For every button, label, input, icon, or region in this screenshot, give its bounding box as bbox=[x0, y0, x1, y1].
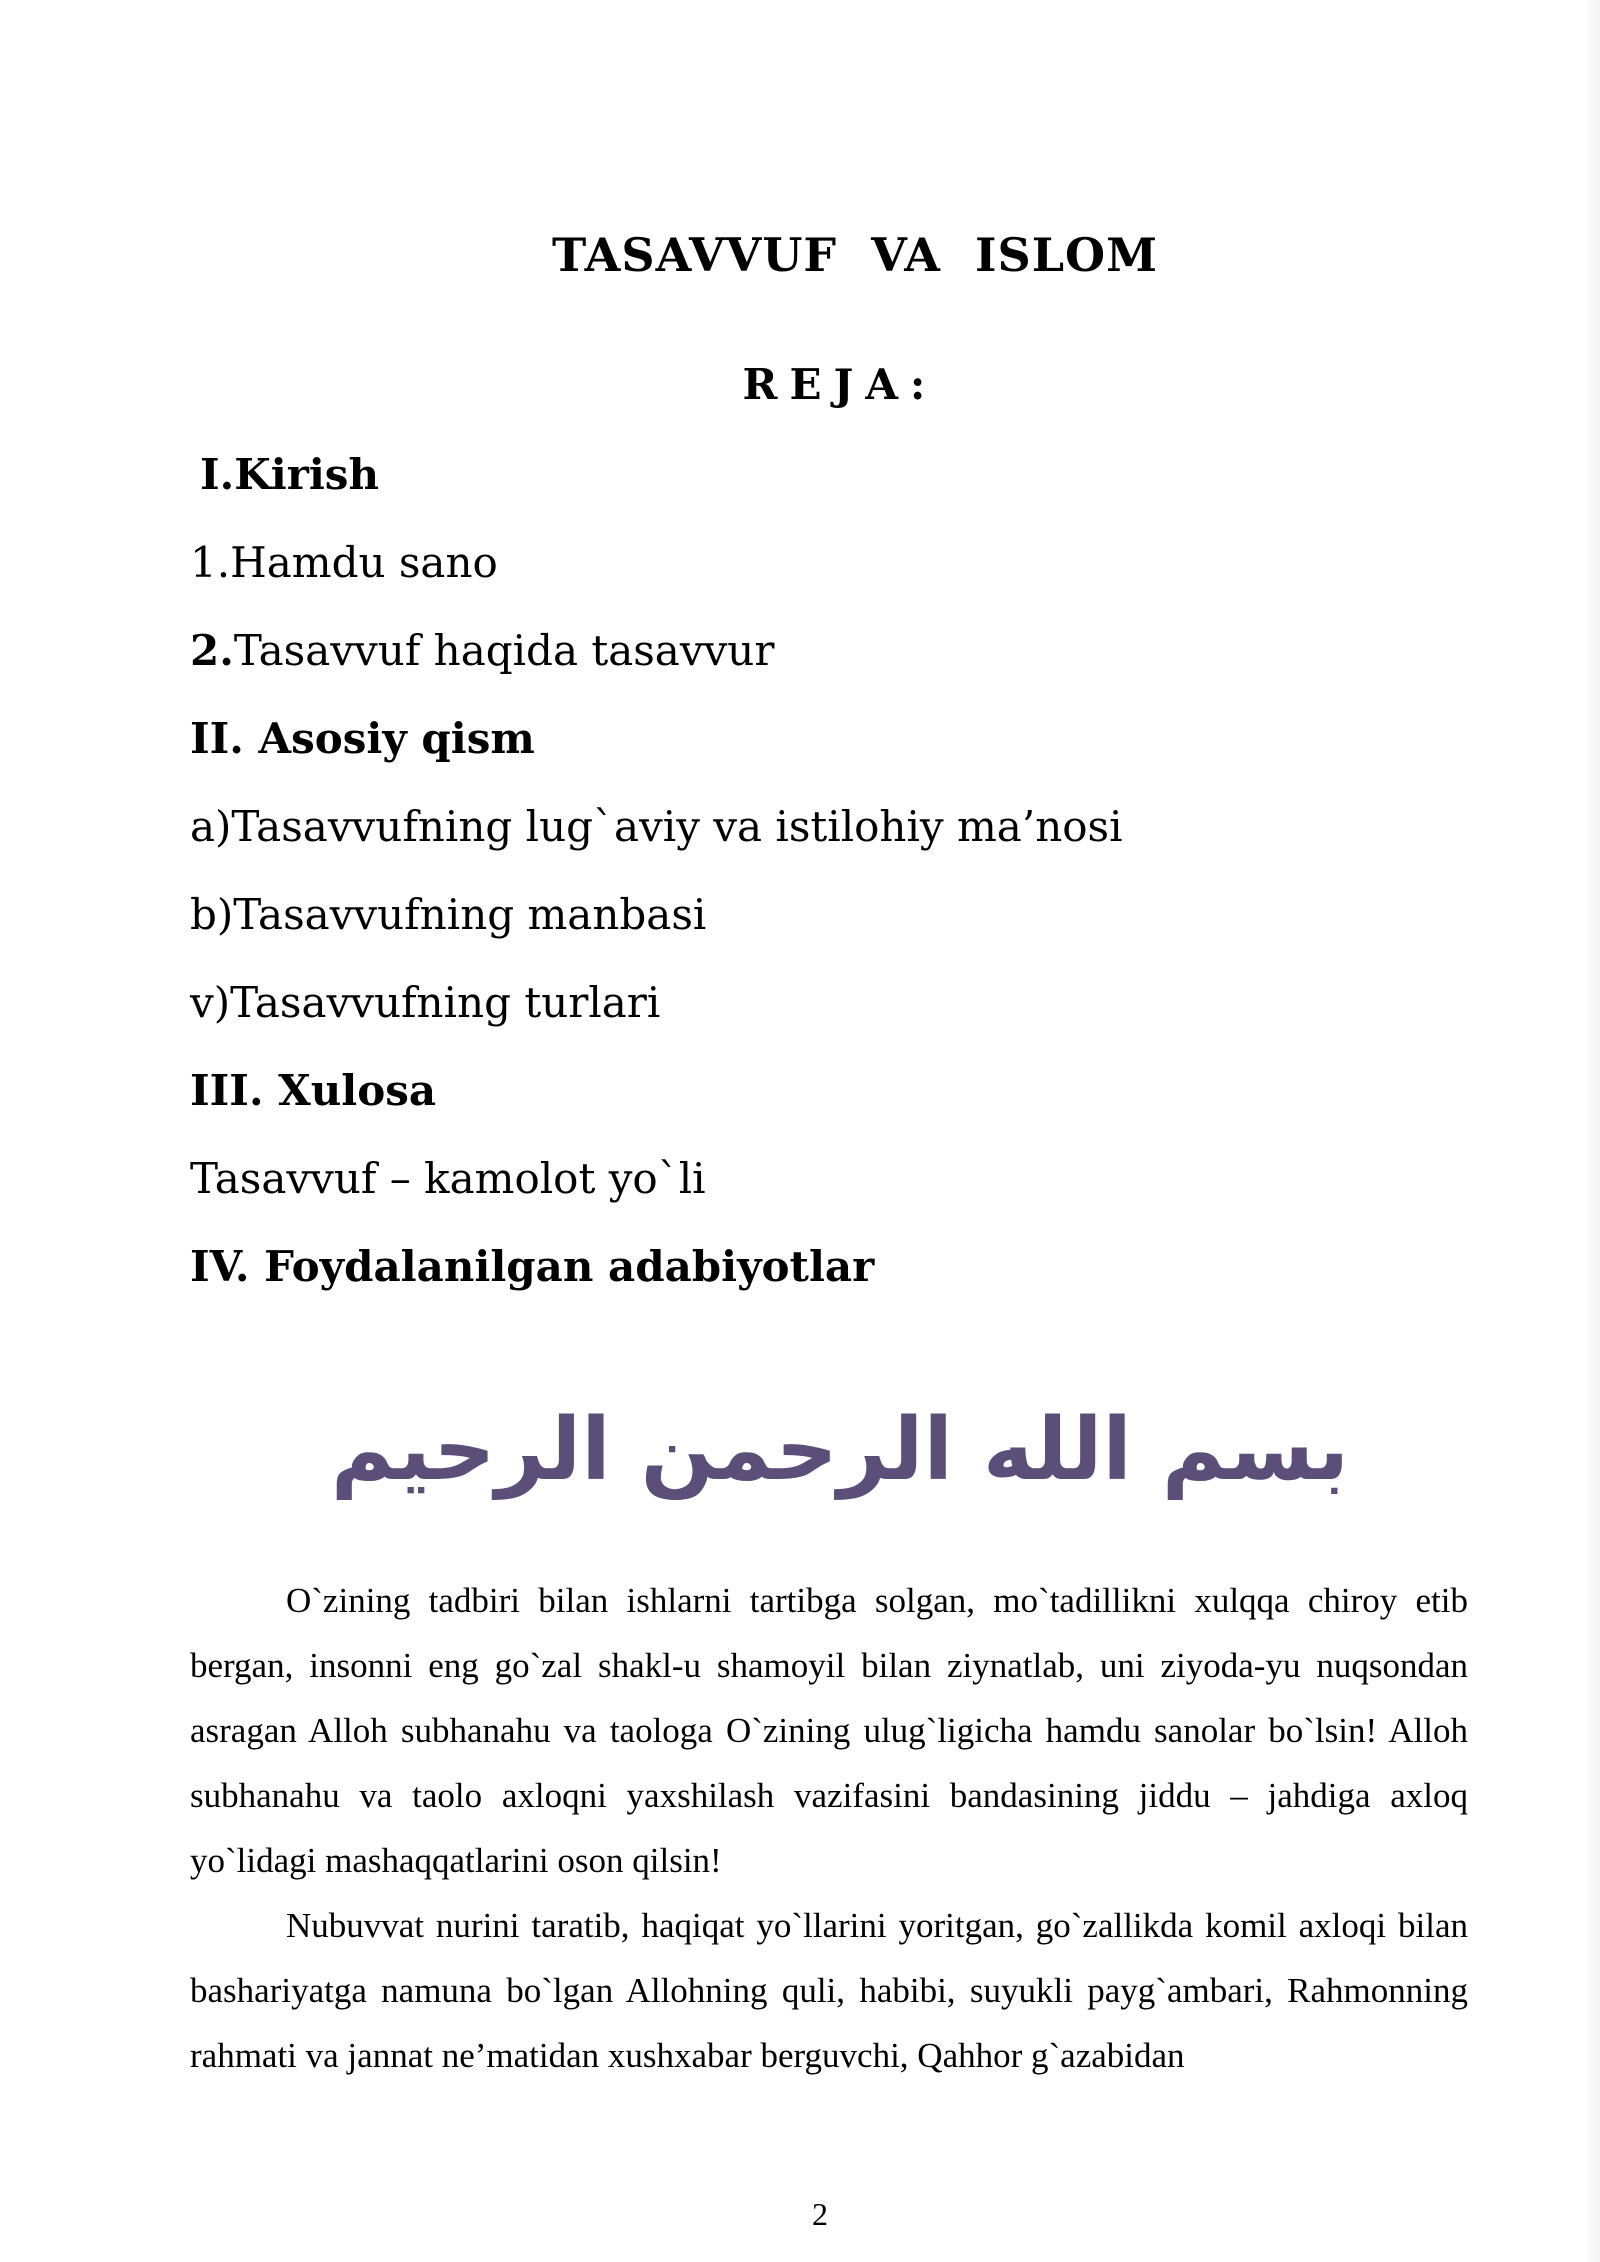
outline-item-label: IV. Foydalanilgan adabiyotlar bbox=[190, 1242, 875, 1291]
outline-item-source bbox=[190, 885, 1490, 973]
outline-item-label: a)Tasavvufning lug`aviy va istilohiy ma’nosi bbox=[190, 802, 1123, 851]
plan-heading: REJA: bbox=[742, 360, 938, 409]
outline-item-label: III. Xulosa bbox=[190, 1066, 437, 1115]
outline-item-label: b)Tasavvufning manbasi bbox=[190, 890, 707, 939]
outline-item-main-part bbox=[190, 709, 1490, 797]
outline-item-praise bbox=[190, 533, 1490, 621]
outline-item-references bbox=[190, 1237, 1490, 1325]
outline-item-label: v)Tasavvufning turlari bbox=[190, 978, 661, 1027]
paragraph: O`zining tadbiri bilan ishlarni tartibga solgan, mo`tadillikni xulqqa chiroy etib bergan, insonni eng go`zal shakl-u shamoyil bilan ziynatlab, uni ziyoda-yu nuqsondan asragan Alloh subhanahu va taologa O`zining ulug`ligicha hamdu sanolar bo`lsin! Alloh subhanahu va taolo axloqni yaxshilash vazifasini bandasining jiddu – jahdiga axloq yo`lidagi mashaqqatlarini oson qilsin! bbox=[190, 1581, 1468, 1880]
body-text bbox=[190, 1568, 1468, 2088]
page-edge bbox=[1582, 0, 1600, 2262]
paragraph: Nubuvvat nurini taratib, haqiqat yo`llarini yoritgan, go`zallikda komil axloqi bilan bashariyatga namuna bo`lgan Allohning quli, habibi, suyukli payg`ambari, Rahmonning rahmati va jannat ne’matidan xushxabar berguvchi, Qahhor g`azabidan bbox=[190, 1906, 1468, 2075]
outline-item-meaning bbox=[190, 797, 1490, 885]
outline-item-label: Tasavvuf – kamolot yo`li bbox=[190, 1154, 706, 1203]
outline-item-intro bbox=[190, 445, 1490, 533]
page-number: 2 bbox=[812, 2196, 828, 2232]
outline-item-label: I.Kirish bbox=[200, 450, 379, 499]
outline-list bbox=[190, 445, 1490, 1325]
outline-item-conclusion bbox=[190, 1061, 1490, 1149]
outline-item-label: II. Asosiy qism bbox=[190, 714, 535, 763]
outline-item-label: Tasavvuf haqida tasavvur bbox=[233, 626, 775, 675]
document-title: TASAVVUF VA ISLOM bbox=[551, 228, 1159, 282]
outline-item-number: 2. bbox=[190, 626, 234, 675]
outline-item-label: 1.Hamdu sano bbox=[190, 538, 498, 587]
outline-item-perfection-path bbox=[190, 1149, 1490, 1237]
outline-item-types bbox=[190, 973, 1490, 1061]
outline-item-concept bbox=[190, 621, 1490, 709]
basmala-heading: بسم الله الرحمن الرحيم bbox=[330, 1400, 1350, 1500]
